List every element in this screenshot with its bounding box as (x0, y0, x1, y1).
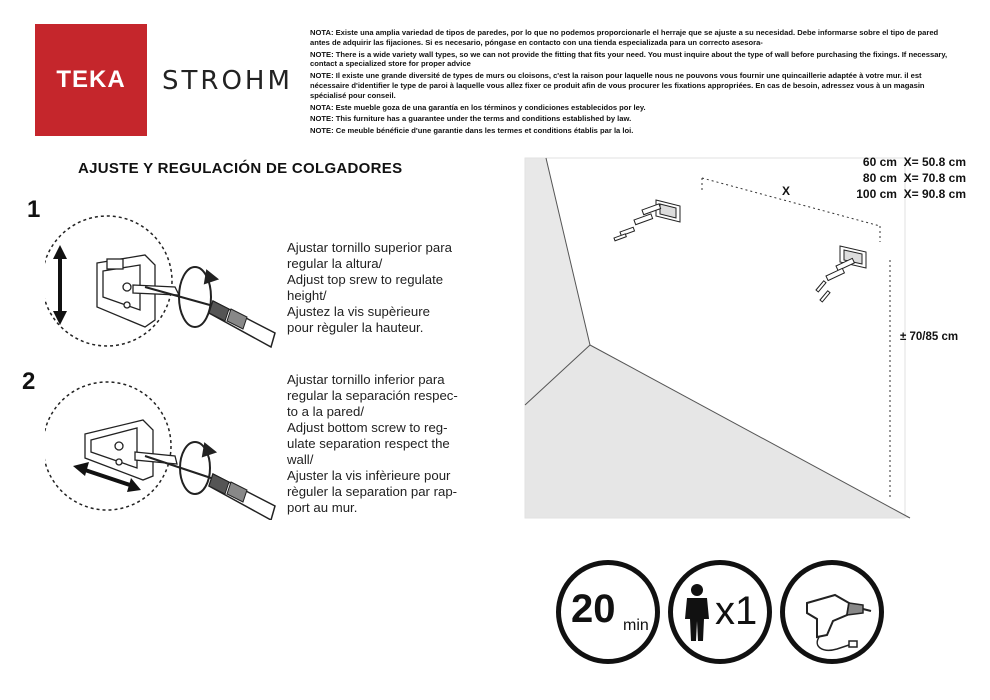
note-fr-guarantee: NOTE: Ce meuble bénéficie d'une garantie dans les termes et conditions établis par la loi. (310, 126, 634, 136)
step-1-line: height/ (287, 288, 327, 303)
persons-badge (668, 560, 772, 664)
wall-mounting-diagram (520, 150, 920, 520)
step-1-line: Ajustez la vis supèrieure (287, 304, 430, 319)
dimension-row (856, 154, 966, 170)
step-1-line: regular la altura/ (287, 256, 383, 271)
note-en-guarantee: NOTE: This furniture has a guarantee under the terms and conditions established by law. (310, 114, 632, 124)
up-down-arrow-icon (53, 245, 67, 325)
spacing-x-label: X (782, 184, 791, 198)
step-2-line: Adjust bottom screw to reg- (287, 420, 448, 435)
dimension-x: X= 90.8 cm (903, 187, 966, 201)
wall-plugs-left (614, 204, 661, 241)
drill-icon (793, 575, 873, 655)
tool-badge (780, 560, 884, 664)
time-unit: min (623, 617, 649, 634)
notes-block (310, 28, 960, 138)
product-line-title: STROHM (162, 66, 293, 96)
note-en-walls: NOTE: There is a wide variety wall types, so we can not provide the fitting that fits your need. You must inquire about the type of wall before purchasing the fixings. If necessary, contact a specialized store for proper advice (310, 49, 948, 69)
step-2-line: Ajustar tornillo inferior para (287, 372, 445, 387)
step-1-line: pour règuler la hauteur. (287, 320, 424, 335)
section-title: AJUSTE Y REGULACIÓN DE COLGADORES (78, 160, 403, 177)
step-2-line: règuler la separation par rap- (287, 484, 458, 499)
step-2-illustration (45, 380, 285, 520)
logo-text: TEKA (56, 66, 126, 93)
hanger-bracket-left (656, 200, 680, 222)
persons-count: x1 (715, 589, 758, 633)
step-2-line: to a la pared/ (287, 404, 364, 419)
step-2-line: regular la separación respec- (287, 388, 458, 403)
dimension-x: X= 70.8 cm (903, 171, 966, 185)
time-badge (556, 560, 660, 664)
height-prefix: ± (900, 331, 907, 343)
step-1-illustration (45, 215, 285, 355)
wall-plugs-right (816, 258, 854, 302)
note-es-guarantee: NOTA: Este mueble goza de una garantía en los términos y condiciones establecidos por ley. (310, 102, 646, 112)
note-es-walls: NOTA: Existe una amplia variedad de tipos de paredes, por lo que no podemos proporcionarle el herraje que se ajuste a su necesidad. Debe informarse sobre el tipo de pared antes de adquirir las fijaciones. Si es necesario, póngase en contacto con una tienda especializada para un correcto asesora- (310, 28, 939, 47)
dimension-width: 80 cm (862, 171, 897, 185)
step-2-number: 2 (22, 368, 36, 395)
step-1-text (287, 240, 452, 336)
time-value: 20 (571, 587, 616, 631)
dimension-row (856, 170, 966, 186)
dimensions-table (856, 154, 966, 202)
step-2-line: port au mur. (287, 500, 358, 515)
dimension-x: X= 50.8 cm (903, 155, 966, 169)
step-2-line: wall/ (287, 452, 314, 467)
floor (525, 345, 910, 518)
mounting-height-label (900, 331, 958, 343)
hanger-bracket (85, 420, 177, 480)
hanger-bracket (97, 255, 179, 327)
height-value: 70/85 cm (909, 331, 959, 343)
dimension-row (856, 186, 966, 202)
step-2-line: Ajuster la vis infèrieure pour (287, 468, 451, 483)
person-icon (683, 583, 713, 643)
step-2-text (287, 372, 458, 516)
step-1-line: Ajustar tornillo superior para (287, 240, 452, 255)
teka-logo (35, 24, 147, 136)
note-fr-walls: NOTE: Il existe une grande diversité de types de murs ou cloisons, c'est la raison pour laquelle nous ne pouvons vous fournir une quincaillerie adaptée à votre mur. il est nécessaire d'identifier le type de paroi à laquelle vous allez fixer ce produit afin de vous procurer les fixations appropriées. En cas de besoin, adressez vous à un magasin spécialisé pour conseil. (310, 71, 925, 100)
step-2-line: ulate separation respect the (287, 436, 450, 451)
step-1-number: 1 (27, 196, 41, 223)
dimension-width: 60 cm (862, 155, 897, 169)
dimension-width: 100 cm (856, 187, 897, 201)
step-1-line: Adjust top srew to regulate (287, 272, 444, 287)
